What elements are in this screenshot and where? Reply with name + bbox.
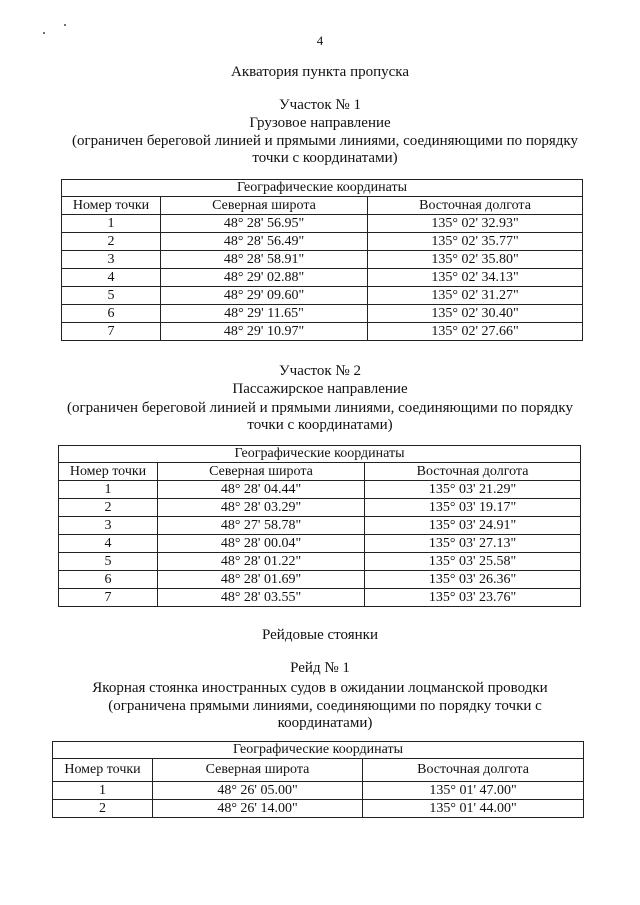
cell-point-number: 6 bbox=[59, 571, 158, 589]
table-group-header: Географические координаты bbox=[62, 180, 583, 197]
cell-longitude: 135° 03' 21.29" bbox=[365, 481, 581, 499]
col-header-latitude: Северная широта bbox=[153, 759, 363, 782]
cell-point-number: 4 bbox=[59, 535, 158, 553]
cell-longitude: 135° 03' 19.17" bbox=[365, 499, 581, 517]
col-header-number: Номер точки bbox=[59, 463, 158, 481]
cell-point-number: 2 bbox=[59, 499, 158, 517]
cell-longitude: 135° 03' 26.36" bbox=[365, 571, 581, 589]
section-3-name: Рейд № 1 bbox=[290, 660, 350, 676]
cell-latitude: 48° 27' 58.78" bbox=[158, 517, 365, 535]
cell-latitude: 48° 26' 05.00" bbox=[153, 782, 363, 800]
section-3-description bbox=[60, 698, 590, 732]
cell-longitude: 135° 02' 35.80" bbox=[368, 251, 583, 269]
cell-latitude: 48° 28' 56.95" bbox=[161, 215, 368, 233]
section-1-subtitle: Грузовое направление bbox=[249, 115, 391, 131]
cell-longitude: 135° 01' 44.00" bbox=[363, 800, 584, 818]
section-3-desc-line1: (ограничена прямыми линиями, соединяющими по порядку точки с bbox=[108, 698, 542, 714]
col-header-number: Номер точки bbox=[62, 197, 161, 215]
cell-point-number: 3 bbox=[59, 517, 158, 535]
table-row bbox=[62, 215, 583, 233]
table-row bbox=[62, 269, 583, 287]
col-header-number: Номер точки bbox=[53, 759, 153, 782]
cell-latitude: 48° 26' 14.00" bbox=[153, 800, 363, 818]
table-row bbox=[62, 305, 583, 323]
section-1-description bbox=[60, 133, 590, 167]
coordinates-table-2 bbox=[58, 445, 581, 607]
section-2-subtitle: Пассажирское направление bbox=[232, 381, 408, 397]
table-row bbox=[59, 499, 581, 517]
page-title: Акватория пункта пропуска bbox=[230, 64, 410, 80]
table-row bbox=[53, 800, 584, 818]
coordinates-table-3 bbox=[52, 741, 584, 818]
cell-point-number: 1 bbox=[62, 215, 161, 233]
section-2-name: Участок № 2 bbox=[279, 363, 361, 379]
page-number: 4 bbox=[316, 33, 324, 48]
coordinates-table-1 bbox=[61, 179, 583, 341]
cell-point-number: 7 bbox=[59, 589, 158, 607]
table-row bbox=[59, 571, 581, 589]
section-2-description bbox=[55, 400, 585, 434]
section-1-desc-line1: (ограничен береговой линией и прямыми линиями, соединяющими по порядку bbox=[71, 133, 578, 149]
table-row bbox=[62, 323, 583, 341]
cell-longitude: 135° 01' 47.00" bbox=[363, 782, 584, 800]
col-header-longitude: Восточная долгота bbox=[365, 463, 581, 481]
col-header-longitude: Восточная долгота bbox=[363, 759, 584, 782]
scan-speck bbox=[64, 24, 66, 26]
cell-longitude: 135° 02' 27.66" bbox=[368, 323, 583, 341]
table-row bbox=[62, 233, 583, 251]
section-1-name: Участок № 1 bbox=[279, 97, 361, 113]
cell-longitude: 135° 02' 30.40" bbox=[368, 305, 583, 323]
cell-point-number: 7 bbox=[62, 323, 161, 341]
cell-longitude: 135° 03' 23.76" bbox=[365, 589, 581, 607]
roads-title: Рейдовые стоянки bbox=[261, 627, 378, 643]
cell-point-number: 2 bbox=[62, 233, 161, 251]
cell-latitude: 48° 29' 11.65" bbox=[161, 305, 368, 323]
table-row bbox=[59, 535, 581, 553]
cell-latitude: 48° 28' 58.91" bbox=[161, 251, 368, 269]
cell-longitude: 135° 03' 24.91" bbox=[365, 517, 581, 535]
cell-longitude: 135° 02' 34.13" bbox=[368, 269, 583, 287]
table-row bbox=[59, 517, 581, 535]
cell-point-number: 3 bbox=[62, 251, 161, 269]
cell-latitude: 48° 28' 04.44" bbox=[158, 481, 365, 499]
cell-longitude: 135° 03' 27.13" bbox=[365, 535, 581, 553]
table-row bbox=[62, 287, 583, 305]
cell-latitude: 48° 28' 03.29" bbox=[158, 499, 365, 517]
cell-longitude: 135° 03' 25.58" bbox=[365, 553, 581, 571]
table-row bbox=[59, 553, 581, 571]
table-group-header: Географические координаты bbox=[59, 446, 581, 463]
cell-longitude: 135° 02' 31.27" bbox=[368, 287, 583, 305]
section-1-desc-line2: точки с координатами) bbox=[252, 150, 398, 166]
cell-latitude: 48° 29' 02.88" bbox=[161, 269, 368, 287]
cell-latitude: 48° 28' 56.49" bbox=[161, 233, 368, 251]
cell-latitude: 48° 28' 01.69" bbox=[158, 571, 365, 589]
section-2-desc-line2: точки с координатами) bbox=[247, 417, 393, 433]
section-3-desc-line2: координатами) bbox=[277, 715, 373, 731]
table-group-header: Географические координаты bbox=[53, 742, 584, 759]
cell-longitude: 135° 02' 35.77" bbox=[368, 233, 583, 251]
cell-point-number: 1 bbox=[53, 782, 153, 800]
section-3-subtitle: Якорная стоянка иностранных судов в ожидании лоцманской проводки bbox=[92, 680, 548, 696]
table-row bbox=[53, 782, 584, 800]
cell-latitude: 48° 28' 01.22" bbox=[158, 553, 365, 571]
cell-point-number: 5 bbox=[62, 287, 161, 305]
cell-latitude: 48° 29' 10.97" bbox=[161, 323, 368, 341]
cell-point-number: 4 bbox=[62, 269, 161, 287]
col-header-latitude: Северная широта bbox=[161, 197, 368, 215]
cell-longitude: 135° 02' 32.93" bbox=[368, 215, 583, 233]
table-row bbox=[59, 589, 581, 607]
section-2-desc-line1: (ограничен береговой линией и прямыми линиями, соединяющими по порядку bbox=[66, 400, 573, 416]
cell-point-number: 6 bbox=[62, 305, 161, 323]
col-header-latitude: Северная широта bbox=[158, 463, 365, 481]
cell-latitude: 48° 28' 03.55" bbox=[158, 589, 365, 607]
table-row bbox=[59, 481, 581, 499]
cell-latitude: 48° 28' 00.04" bbox=[158, 535, 365, 553]
cell-point-number: 1 bbox=[59, 481, 158, 499]
cell-latitude: 48° 29' 09.60" bbox=[161, 287, 368, 305]
col-header-longitude: Восточная долгота bbox=[368, 197, 583, 215]
table-row bbox=[62, 251, 583, 269]
cell-point-number: 2 bbox=[53, 800, 153, 818]
cell-point-number: 5 bbox=[59, 553, 158, 571]
